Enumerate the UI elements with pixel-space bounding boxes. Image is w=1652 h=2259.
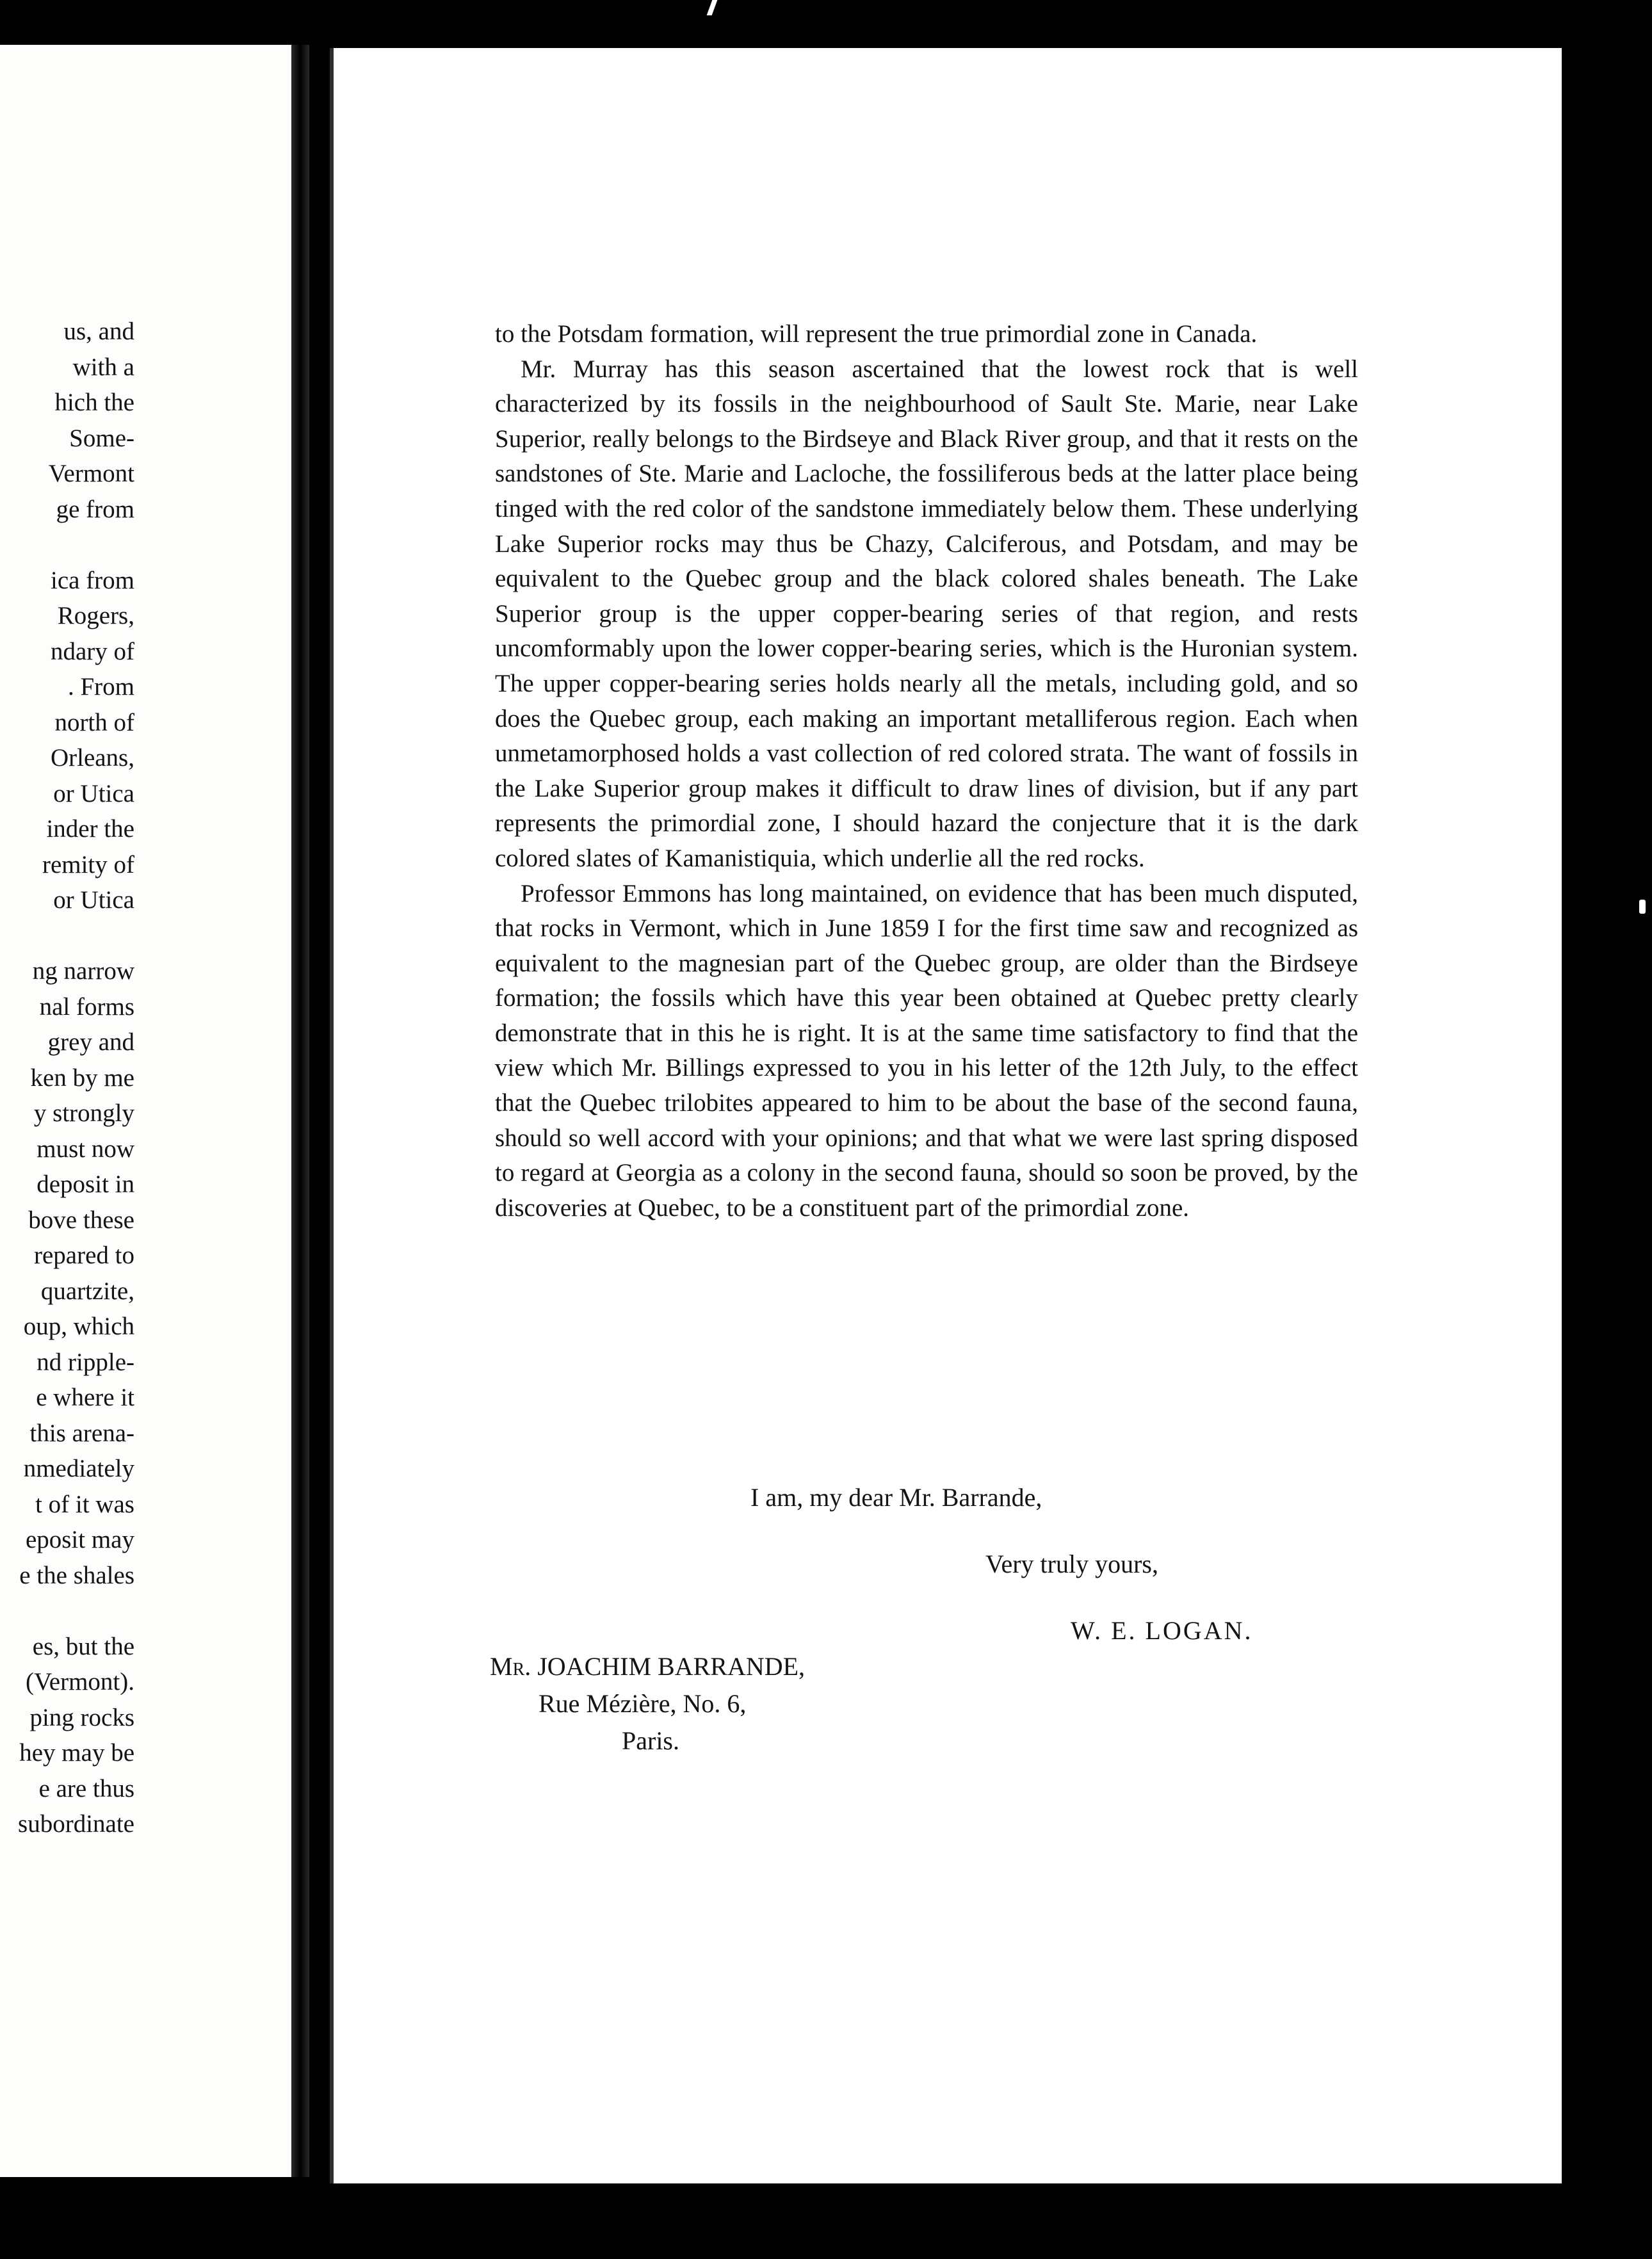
left-page-line: or Utica xyxy=(53,886,134,914)
valediction: Very truly yours, xyxy=(985,1550,1158,1578)
left-page-line: (Vermont). xyxy=(25,1668,134,1696)
left-page-line: Vermont xyxy=(48,460,134,487)
addressee-city: Paris. xyxy=(622,1726,679,1755)
left-page-line: ken by me xyxy=(30,1064,134,1092)
left-page-line: ping rocks xyxy=(29,1703,134,1731)
left-page-line: eposit may xyxy=(25,1526,134,1553)
left-page-line: with a xyxy=(72,353,134,381)
left-page-line: grey and xyxy=(47,1028,134,1056)
scan-mark xyxy=(1639,900,1646,914)
left-page-line: nd ripple- xyxy=(36,1348,134,1376)
left-page-line: bove these xyxy=(28,1206,134,1234)
left-page-line: Orleans, xyxy=(50,744,134,772)
letter-body xyxy=(495,317,1358,1226)
addressee-street: Rue Mézière, No. 6, xyxy=(539,1689,747,1718)
left-page-line: us, and xyxy=(63,318,134,345)
left-page-line: inder the xyxy=(46,815,134,843)
left-page-line: north of xyxy=(54,708,134,736)
paragraph: to the Potsdam formation, will represent the true primordial zone in Canada. xyxy=(495,320,1258,348)
left-page-line: must now xyxy=(36,1135,134,1163)
left-page-line: Rogers, xyxy=(57,602,134,629)
left-page-line: deposit in xyxy=(36,1170,134,1198)
left-page-line: oup, which xyxy=(23,1313,134,1340)
left-page-line: repared to xyxy=(34,1242,134,1269)
left-page-line: ng narrow xyxy=(32,957,134,985)
right-page xyxy=(330,48,1562,2183)
left-page-line: or Utica xyxy=(53,779,134,807)
left-page-line: e where it xyxy=(36,1384,134,1411)
left-page-line: nmediately xyxy=(23,1455,134,1482)
left-page-line: . From xyxy=(67,673,134,700)
left-page-line: ica from xyxy=(50,566,134,594)
left-page-line: ndary of xyxy=(50,637,134,665)
left-page-line: t of it was xyxy=(35,1490,134,1518)
book-gutter xyxy=(291,45,309,2177)
paragraph: Professor Emmons has long maintained, on evidence that has been much disputed, that rocks in Vermont, which in June 1859 I for the first time saw and recognized as equivalent to the magnesian part of the Quebec group, are older than the Birdseye formation; the fossils which have this year been obtained at Quebec pretty clearly demonstrate that in this he is right. It is at the same time satisfactory to find that the view which Mr. Billings expressed to you in his letter of the 12th July, to the effect that the Quebec trilobites appeared to him to be about the base of the second fauna, should so well accord with your opinions; and that what we were last spring disposed to regard at Georgia as a colony in the second fauna, should so soon be proved, by the discoveries at Quebec, to be a constituent part of the primordial zone. xyxy=(495,879,1358,1222)
left-page-line: es, but the xyxy=(32,1632,134,1660)
scan-mark xyxy=(707,0,718,15)
left-page-fragment xyxy=(0,45,301,2177)
left-page-line: subordinate xyxy=(18,1810,134,1838)
left-page-line: e are thus xyxy=(38,1774,134,1802)
left-page-line: hey may be xyxy=(19,1739,134,1767)
addressee-name: Mr. JOACHIM BARRANDE, xyxy=(490,1652,806,1681)
left-page-line: remity of xyxy=(42,850,134,878)
left-page-line: hich the xyxy=(54,389,134,416)
salutation: I am, my dear Mr. Barrande, xyxy=(750,1483,1042,1512)
left-page-line: Some- xyxy=(69,424,134,452)
signature: W. E. LOGAN. xyxy=(1071,1616,1253,1645)
left-page-line: y strongly xyxy=(33,1099,134,1127)
left-page-line: e the shales xyxy=(19,1561,134,1589)
left-page-line: this arena- xyxy=(29,1419,134,1447)
paragraph: Mr. Murray has this season ascertained that the lowest rock that is well characterized by its fossils in the neighbourhood of Sault Ste. Marie, near Lake Superior, really belongs to the Birdseye and Black River group, and that it rests on the sandstones of Ste. Marie and Lacloche, the fossiliferous beds at the latter place being tinged with the red color of the sandstone immediately below them. These underlying Lake Superior rocks may thus be Chazy, Calciferous, and Potsdam, and may be equivalent to the Quebec group and the black colored shales beneath. The Lake Superior group is the upper copper-bearing series of that region, and rests uncomformably upon the lower copper-bearing series, which is the Huronian system. The upper copper-bearing series holds nearly all the metals, including gold, and so does the Quebec group, each making an important metalliferous region. Each when unmetamorphosed holds a vast collection of red colored strata. The want of fossils in the Lake Superior group makes it difficult to draw lines of division, but if any part represents the primordial zone, I should hazard the conjecture that it is the dark colored slates of Kamanistiquia, which underlie all the red rocks. xyxy=(495,355,1358,872)
left-page-line: quartzite, xyxy=(40,1277,134,1305)
left-page-line: ge from xyxy=(56,495,134,523)
left-page-line: nal forms xyxy=(39,992,134,1021)
